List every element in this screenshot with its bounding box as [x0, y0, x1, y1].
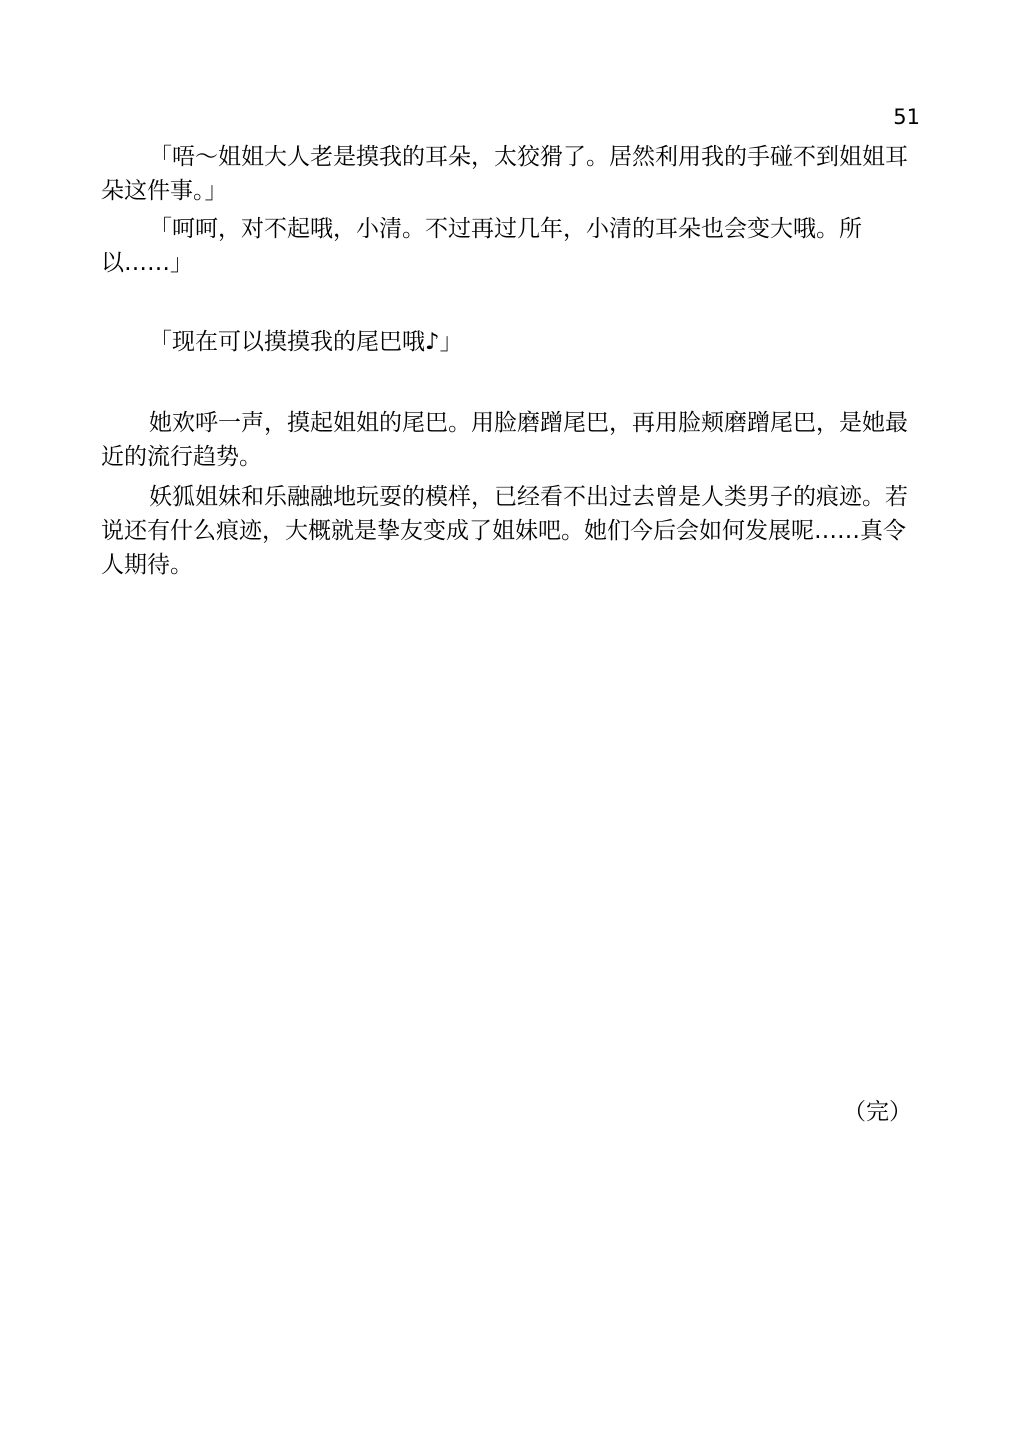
paragraph-dialogue-3: 「现在可以摸摸我的尾巴哦♪」	[149, 329, 463, 355]
paragraph-narration-2: 妖狐姐妹和乐融融地玩耍的模样，已经看不出过去曾是人类男子的痕迹。若说还有什么痕迹，大概就是挚友变成了姐妹吧。她们今后会如何发展呢……真令人期待。	[101, 484, 908, 578]
page-number: 51	[893, 105, 920, 129]
end-mark: （完）	[843, 1099, 912, 1125]
paragraph-dialogue-2: 「呵呵，对不起哦，小清。不过再过几年，小清的耳朵也会变大哦。所以……」	[101, 216, 862, 276]
paragraph-dialogue-1: 「唔～姐姐大人老是摸我的耳朵，太狡猾了。居然利用我的手碰不到姐姐耳朵这件事。」	[101, 144, 908, 204]
paragraph-narration-1: 她欢呼一声，摸起姐姐的尾巴。用脸磨蹭尾巴，再用脸颊磨蹭尾巴，是她最近的流行趋势。	[101, 410, 908, 470]
